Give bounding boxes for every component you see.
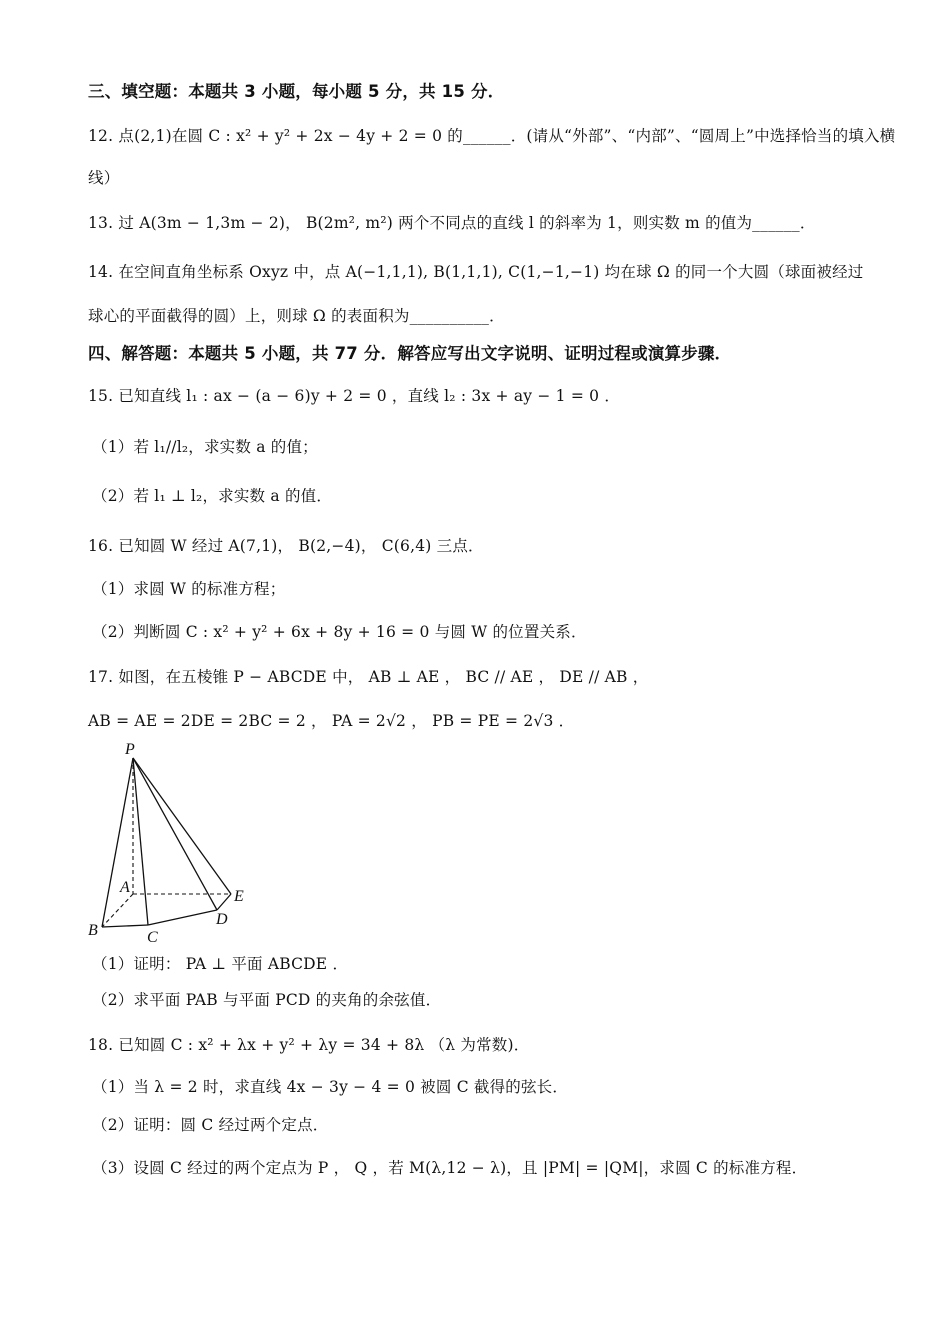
label-p: P <box>125 741 135 758</box>
q12-line-2: 线） <box>88 169 120 187</box>
q13-line-1: 13. 过 A(3m − 1,3m − 2)， B(2m², m²) 两个不同点的直线 l 的斜率为 1，则实数 m 的值为______． <box>88 214 816 232</box>
label-c: C <box>147 929 158 946</box>
q16-stem: 16. 已知圆 W 经过 A(7,1)， B(2,−4)， C(6,4) 三点． <box>88 537 484 555</box>
q15-stem: 15. 已知直线 l₁ : ax − (a − 6)y + 2 = 0 ，直线 l₂ : 3x + ay − 1 = 0 ． <box>88 387 621 405</box>
q18-part-1: （1）当 λ = 2 时，求直线 4x − 3y − 4 = 0 被圆 C 截得的弦长． <box>92 1078 569 1096</box>
edge-cd <box>148 910 217 925</box>
q16-part-2: （2）判断圆 C : x² + y² + 6x + 8y + 16 = 0 与圆 W 的位置关系． <box>92 623 587 641</box>
q18-part-2: （2）证明：圆 C 经过两个定点． <box>92 1116 329 1134</box>
q16-part-1: （1）求圆 W 的标准方程； <box>92 580 286 598</box>
q17-stem-1: 17. 如图，在五棱锥 P − ABCDE 中， AB ⊥ AE ， BC // AE ， DE // AB ， <box>88 668 649 686</box>
label-a: A <box>120 879 130 896</box>
edge-de <box>217 894 231 910</box>
q17-part-1: （1）证明： PA ⊥ 平面 ABCDE ． <box>92 955 349 973</box>
q17-part-2: （2）求平面 PAB 与平面 PCD 的夹角的余弦值． <box>92 991 442 1009</box>
section-4-heading: 四、解答题：本题共 5 小题，共 77 分．解答应写出文字说明、证明过程或演算步骤． <box>88 344 732 363</box>
q18-part-3: （3）设圆 C 经过的两个定点为 P ， Q ，若 M(λ,12 − λ)，且 |PM| = |QM|，求圆 C 的标准方程． <box>92 1159 808 1177</box>
label-b: B <box>88 922 98 939</box>
q15-part-2: （2）若 l₁ ⊥ l₂，求实数 a 的值． <box>92 487 333 505</box>
edge-pe <box>133 758 231 894</box>
edge-pb <box>102 758 133 927</box>
pyramid-figure <box>80 740 280 950</box>
edge-pd <box>133 758 217 910</box>
q17-stem-2: AB = AE = 2DE = 2BC = 2 ， PA = 2√2 ， PB = PE = 2√3 ． <box>88 712 575 730</box>
q14-line-1: 14. 在空间直角坐标系 Oxyz 中，点 A(−1,1,1), B(1,1,1), C(1,−1,−1) 均在球 Ω 的同一个大圆（球面被经过 <box>88 263 864 281</box>
edge-pc <box>133 758 148 925</box>
q12-line-1: 12. 点(2,1)在圆 C : x² + y² + 2x − 4y + 2 = 0 的______．(请从“外部”、“内部”、“圆周上”中选择恰当的填入横 <box>88 127 896 145</box>
q15-part-1: （1）若 l₁//l₂，求实数 a 的值； <box>92 438 318 456</box>
section-3-heading: 三、填空题：本题共 3 小题，每小题 5 分，共 15 分． <box>88 82 505 101</box>
q18-stem: 18. 已知圆 C : x² + λx + y² + λy = 34 + 8λ （λ 为常数)． <box>88 1036 530 1054</box>
edge-bc <box>102 925 148 927</box>
label-d: D <box>216 911 228 928</box>
label-e: E <box>234 888 244 905</box>
q14-line-2: 球心的平面截得的圆）上，则球 Ω 的表面积为__________． <box>88 307 505 325</box>
